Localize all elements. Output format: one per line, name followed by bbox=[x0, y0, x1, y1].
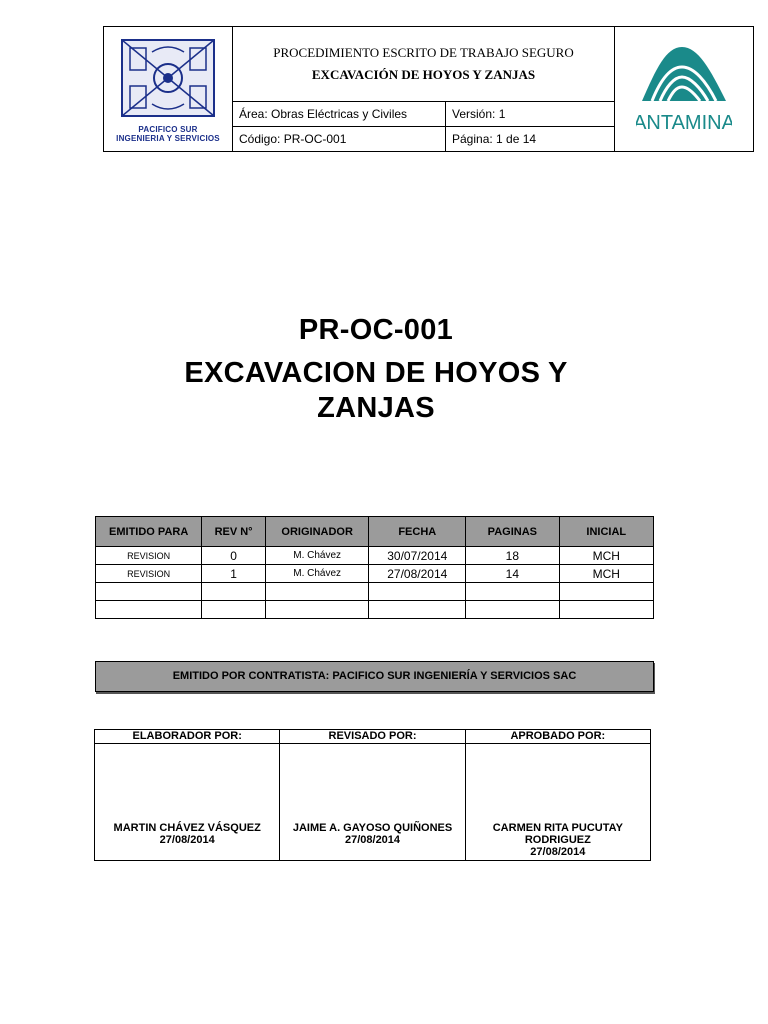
table-cell bbox=[265, 601, 369, 619]
signature-cell-elaborador bbox=[95, 744, 280, 861]
contratista-banner: EMITIDO POR CONTRATISTA: PACIFICO SUR INGENIERÍA Y SERVICIOS SAC bbox=[95, 661, 654, 692]
logo-caption-1: PACIFICO SUR bbox=[138, 124, 198, 134]
header-title-line-2: EXCAVACIÓN DE HOYOS Y ZANJAS bbox=[311, 67, 536, 82]
signer-name: JAIME A. GAYOSO QUIÑONES bbox=[292, 822, 453, 834]
table-cell: 18 bbox=[466, 547, 560, 565]
header-codigo: Código: PR-OC-001 bbox=[233, 127, 446, 152]
table-cell bbox=[466, 583, 560, 601]
col-emitido-para: EMITIDO PARA bbox=[96, 517, 202, 547]
approval-header-row bbox=[95, 730, 651, 744]
table-row bbox=[96, 601, 654, 619]
document-code-title: PR-OC-001 bbox=[298, 314, 454, 346]
table-cell bbox=[96, 583, 202, 601]
col-aprobado: APROBADO POR: bbox=[465, 730, 650, 744]
table-cell: 27/08/2014 bbox=[369, 565, 466, 583]
table-cell bbox=[559, 583, 653, 601]
table-cell bbox=[265, 583, 369, 601]
table-cell bbox=[202, 601, 266, 619]
table-cell: MCH bbox=[559, 565, 653, 583]
col-originador: ORIGINADOR bbox=[265, 517, 369, 547]
signature-cell-aprobado bbox=[465, 744, 650, 861]
col-elaborador: ELABORADOR POR: bbox=[95, 730, 280, 744]
document-title-line-1: EXCAVACION DE HOYOS Y bbox=[184, 357, 568, 389]
signer-name: MARTIN CHÁVEZ VÁSQUEZ bbox=[113, 822, 261, 834]
signature-cell-revisado bbox=[280, 744, 465, 861]
table-cell: MCH bbox=[559, 547, 653, 565]
table-row bbox=[96, 547, 654, 565]
header-title-cell bbox=[233, 27, 615, 102]
revisions-header-row bbox=[96, 517, 654, 547]
document-title-line-2: ZANJAS bbox=[317, 392, 435, 424]
table-cell bbox=[202, 583, 266, 601]
signer-date: 27/08/2014 bbox=[530, 846, 586, 858]
table-cell bbox=[369, 601, 466, 619]
table-cell bbox=[369, 583, 466, 601]
document-header bbox=[103, 26, 754, 152]
signer-date: 27/08/2014 bbox=[344, 834, 401, 846]
table-cell: M. Chávez bbox=[265, 565, 369, 583]
logo-caption-2: INGENIERIA Y SERVICIOS bbox=[116, 133, 220, 143]
approval-table bbox=[94, 729, 651, 861]
header-version: Versión: 1 bbox=[446, 102, 615, 127]
table-cell bbox=[559, 601, 653, 619]
table-cell: REVISION bbox=[96, 547, 202, 565]
col-fecha: FECHA bbox=[369, 517, 466, 547]
col-inicial: INICIAL bbox=[559, 517, 653, 547]
header-pagina: Página: 1 de 14 bbox=[446, 127, 615, 152]
col-rev-no: REV N° bbox=[202, 517, 266, 547]
table-cell: 0 bbox=[202, 547, 266, 565]
pacifico-sur-logo-cell bbox=[104, 27, 233, 152]
table-cell: M. Chávez bbox=[265, 547, 369, 565]
table-cell: REVISION bbox=[96, 565, 202, 583]
approval-signature-row bbox=[95, 744, 651, 861]
signer-date: 27/08/2014 bbox=[159, 834, 215, 846]
antamina-logo bbox=[636, 39, 732, 135]
header-area: Área: Obras Eléctricas y Civiles bbox=[233, 102, 446, 127]
table-cell bbox=[466, 601, 560, 619]
table-cell: 1 bbox=[202, 565, 266, 583]
header-title-line-1: PROCEDIMIENTO ESCRITO DE TRABAJO SEGURO bbox=[273, 45, 574, 60]
table-cell: 14 bbox=[466, 565, 560, 583]
antamina-logo-text: ANTAMINA bbox=[636, 111, 732, 134]
antamina-logo-cell bbox=[615, 27, 754, 152]
col-paginas: PAGINAS bbox=[466, 517, 560, 547]
revisions-table bbox=[95, 516, 654, 619]
pacifico-sur-logo bbox=[116, 36, 220, 120]
table-cell: 30/07/2014 bbox=[369, 547, 466, 565]
signer-name: CARMEN RITA PUCUTAY bbox=[492, 822, 623, 834]
table-cell bbox=[96, 601, 202, 619]
col-revisado: REVISADO POR: bbox=[280, 730, 465, 744]
table-row bbox=[96, 565, 654, 583]
signer-name-continued: RODRIGUEZ bbox=[524, 834, 591, 846]
table-row bbox=[96, 583, 654, 601]
